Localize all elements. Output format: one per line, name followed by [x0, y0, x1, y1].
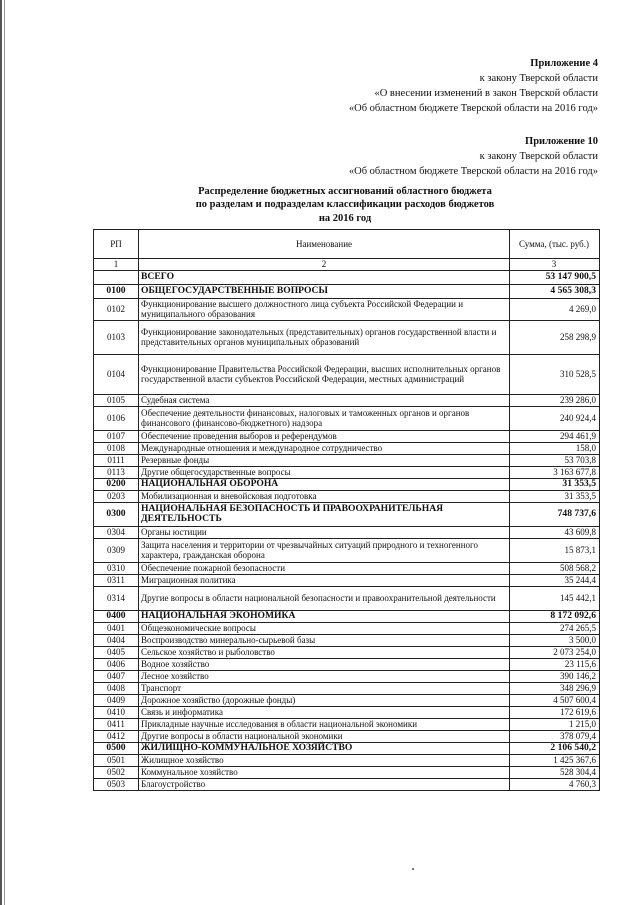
row-sum: 240 924,4 — [510, 406, 600, 430]
table-row — [94, 574, 600, 586]
row-name: Защита населения и территории от чрезвычайных ситуаций природного и техногенного характера, гражданская оборона — [139, 538, 510, 562]
table-row — [94, 682, 600, 694]
row-code: 0103 — [94, 320, 139, 354]
row-sum: 390 146,2 — [510, 670, 600, 682]
row-sum: 2 106 540,2 — [510, 742, 600, 754]
document-title-line: по разделам и подразделам классификации расходов бюджетов — [195, 199, 495, 211]
row-sum: 294 461,9 — [510, 430, 600, 442]
table-row — [94, 766, 600, 778]
row-sum: 35 244,4 — [510, 574, 600, 586]
table-row — [94, 706, 600, 718]
row-code: 0410 — [94, 706, 139, 718]
table-row — [94, 562, 600, 574]
row-sum: 508 568,2 — [510, 562, 600, 574]
row-sum: 239 286,0 — [510, 394, 600, 406]
row-code: 0108 — [94, 442, 139, 454]
row-code — [94, 270, 139, 284]
row-code: 0106 — [94, 406, 139, 430]
document-title-line: Распределение бюджетных ассигнований областного бюджета — [198, 186, 492, 197]
row-name: НАЦИОНАЛЬНАЯ ЭКОНОМИКА — [139, 610, 510, 622]
row-sum: 378 079,4 — [510, 730, 600, 742]
table-row — [94, 354, 600, 394]
row-name: Водное хозяйство — [139, 658, 510, 670]
row-sum: 4 565 308,3 — [510, 284, 600, 298]
row-name: Сельское хозяйство и рыболовство — [139, 646, 510, 658]
row-code: 0107 — [94, 430, 139, 442]
row-name: Дорожное хозяйство (дорожные фонды) — [139, 694, 510, 706]
row-code: 0113 — [94, 466, 139, 478]
row-name: Коммунальное хозяйство — [139, 766, 510, 778]
row-name: НАЦИОНАЛЬНАЯ ОБОРОНА — [139, 478, 510, 490]
row-name: Органы юстиции — [139, 526, 510, 538]
table-row — [94, 538, 600, 562]
table-row — [94, 466, 600, 478]
budget-table — [93, 229, 600, 791]
row-name: Прикладные научные исследования в области национальной экономики — [139, 718, 510, 730]
row-sum: 348 296,9 — [510, 682, 600, 694]
table-row — [94, 694, 600, 706]
appendix-4-line: «Об областном бюджете Тверской области на 2016 год» — [348, 103, 598, 114]
row-name: Другие вопросы в области национальной экономики — [139, 730, 510, 742]
scan-speck — [412, 868, 414, 870]
appendix-10-header — [349, 134, 598, 179]
table-row — [94, 610, 600, 622]
row-code: 0311 — [94, 574, 139, 586]
row-sum: 53 703,8 — [510, 454, 600, 466]
row-code: 0314 — [94, 586, 139, 610]
row-sum: 3 500,0 — [510, 634, 600, 646]
document-title — [95, 185, 595, 225]
row-name: Обеспечение деятельности финансовых, налоговых и таможенных органов и органов финансового (финансово-бюджетного) надзора — [139, 406, 510, 430]
table-row — [94, 490, 600, 502]
row-code: 0409 — [94, 694, 139, 706]
row-name: Лесное хозяйство — [139, 670, 510, 682]
row-sum: 1 215,0 — [510, 718, 600, 730]
row-name: Воспроизводство минерально-сырьевой базы — [139, 634, 510, 646]
row-code: 0411 — [94, 718, 139, 730]
table-row — [94, 284, 600, 298]
row-name: Благоустройство — [139, 778, 510, 790]
appendix-4-line: «О внесении изменений в закон Тверской области — [374, 88, 598, 99]
row-sum: 4 269,0 — [510, 298, 600, 320]
row-code: 0412 — [94, 730, 139, 742]
row-sum: 310 528,5 — [510, 354, 600, 394]
table-row — [94, 586, 600, 610]
table-row — [94, 754, 600, 766]
row-name: ВСЕГО — [139, 270, 510, 284]
table-row — [94, 526, 600, 538]
appendix-4-title: Приложение 4 — [530, 58, 598, 69]
row-code: 0404 — [94, 634, 139, 646]
row-name: Миграционная политика — [139, 574, 510, 586]
table-row — [94, 634, 600, 646]
row-code: 0406 — [94, 658, 139, 670]
table-row — [94, 658, 600, 670]
row-code: 0500 — [94, 742, 139, 754]
table-row — [94, 430, 600, 442]
row-sum: 258 298,9 — [510, 320, 600, 354]
table-row — [94, 730, 600, 742]
row-name: Транспорт — [139, 682, 510, 694]
row-sum: 8 172 092,6 — [510, 610, 600, 622]
row-sum: 23 115,6 — [510, 658, 600, 670]
row-code: 0503 — [94, 778, 139, 790]
row-name: Другие общегосударственные вопросы — [139, 466, 510, 478]
header-sum: Сумма, (тыс. руб.) — [510, 230, 600, 259]
row-sum: 15 873,1 — [510, 538, 600, 562]
row-code: 0102 — [94, 298, 139, 320]
row-sum: 4 507 600,4 — [510, 694, 600, 706]
row-code: 0501 — [94, 754, 139, 766]
row-name: Функционирование законодательных (представительных) органов государственной власти и представительных органов муниципальных образований — [139, 320, 510, 354]
row-code: 0408 — [94, 682, 139, 694]
appendix-4-header — [349, 56, 598, 116]
table-row — [94, 298, 600, 320]
row-code: 0203 — [94, 490, 139, 502]
row-sum: 145 442,1 — [510, 586, 600, 610]
row-name: Жилищное хозяйство — [139, 754, 510, 766]
row-sum: 274 265,5 — [510, 622, 600, 634]
row-code: 0100 — [94, 284, 139, 298]
table-row — [94, 320, 600, 354]
row-code: 0309 — [94, 538, 139, 562]
row-name: Общеэкономические вопросы — [139, 622, 510, 634]
table-row — [94, 718, 600, 730]
table-row — [94, 742, 600, 754]
row-code: 0405 — [94, 646, 139, 658]
row-code: 0200 — [94, 478, 139, 490]
row-code: 0300 — [94, 502, 139, 526]
table-row — [94, 394, 600, 406]
row-name: Функционирование Правительства Российской Федерации, высших исполнительных органов государственной власти субъектов Российской Федерации, местных администраций — [139, 354, 510, 394]
row-code: 0304 — [94, 526, 139, 538]
row-sum: 53 147 900,5 — [510, 270, 600, 284]
row-name: Другие вопросы в области национальной безопасности и правоохранительной деятельности — [139, 586, 510, 610]
table-row — [94, 670, 600, 682]
table-row — [94, 478, 600, 490]
row-sum: 31 353,5 — [510, 478, 600, 490]
row-code: 0407 — [94, 670, 139, 682]
row-sum: 31 353,5 — [510, 490, 600, 502]
col-number: 1 — [94, 259, 139, 271]
table-row — [94, 454, 600, 466]
row-sum: 172 619,6 — [510, 706, 600, 718]
row-sum: 2 073 254,0 — [510, 646, 600, 658]
scan-edge-inner — [4, 0, 5, 905]
header-code: РП — [94, 230, 139, 259]
row-sum: 43 609,8 — [510, 526, 600, 538]
row-name: Мобилизационная и вневойсковая подготовка — [139, 490, 510, 502]
table-row — [94, 622, 600, 634]
table-header-row — [94, 230, 600, 259]
appendix-10-line: к закону Тверской области — [479, 151, 598, 162]
row-sum: 528 304,4 — [510, 766, 600, 778]
row-name: Функционирование высшего должностного лица субъекта Российской Федерации и муниципального образования — [139, 298, 510, 320]
row-name: Обеспечение пожарной безопасности — [139, 562, 510, 574]
row-code: 0502 — [94, 766, 139, 778]
row-code: 0104 — [94, 354, 139, 394]
col-number: 3 — [510, 259, 600, 271]
row-name: Обеспечение проведения выборов и референдумов — [139, 430, 510, 442]
row-name: Международные отношения и международное сотрудничество — [139, 442, 510, 454]
row-name: Судебная система — [139, 394, 510, 406]
row-code: 0310 — [94, 562, 139, 574]
row-sum: 4 760,3 — [510, 778, 600, 790]
table-row — [94, 502, 600, 526]
header-name: Наименование — [139, 230, 510, 259]
row-name: Связь и информатика — [139, 706, 510, 718]
appendix-10-title: Приложение 10 — [525, 136, 598, 147]
row-sum: 3 163 677,8 — [510, 466, 600, 478]
table-row — [94, 442, 600, 454]
document-title-line: на 2016 год — [318, 212, 372, 224]
row-sum: 158,0 — [510, 442, 600, 454]
appendix-10-line: «Об областном бюджете Тверской области на 2016 год» — [348, 166, 598, 177]
row-name: Резервные фонды — [139, 454, 510, 466]
row-code: 0401 — [94, 622, 139, 634]
col-number: 2 — [139, 259, 510, 271]
row-name: НАЦИОНАЛЬНАЯ БЕЗОПАСНОСТЬ И ПРАВООХРАНИТЕЛЬНАЯ ДЕЯТЕЛЬНОСТЬ — [139, 502, 510, 526]
row-code: 0111 — [94, 454, 139, 466]
table-row — [94, 270, 600, 284]
row-sum: 1 425 367,6 — [510, 754, 600, 766]
appendix-4-line: к закону Тверской области — [479, 73, 598, 84]
row-sum: 748 737,6 — [510, 502, 600, 526]
table-row — [94, 646, 600, 658]
column-number-row — [94, 259, 600, 271]
row-code: 0105 — [94, 394, 139, 406]
row-code: 0400 — [94, 610, 139, 622]
table-row — [94, 406, 600, 430]
scan-edge — [0, 0, 2, 905]
table-row — [94, 778, 600, 790]
row-name: ЖИЛИЩНО-КОММУНАЛЬНОЕ ХОЗЯЙСТВО — [139, 742, 510, 754]
row-name: ОБЩЕГОСУДАРСТВЕННЫЕ ВОПРОСЫ — [139, 284, 510, 298]
